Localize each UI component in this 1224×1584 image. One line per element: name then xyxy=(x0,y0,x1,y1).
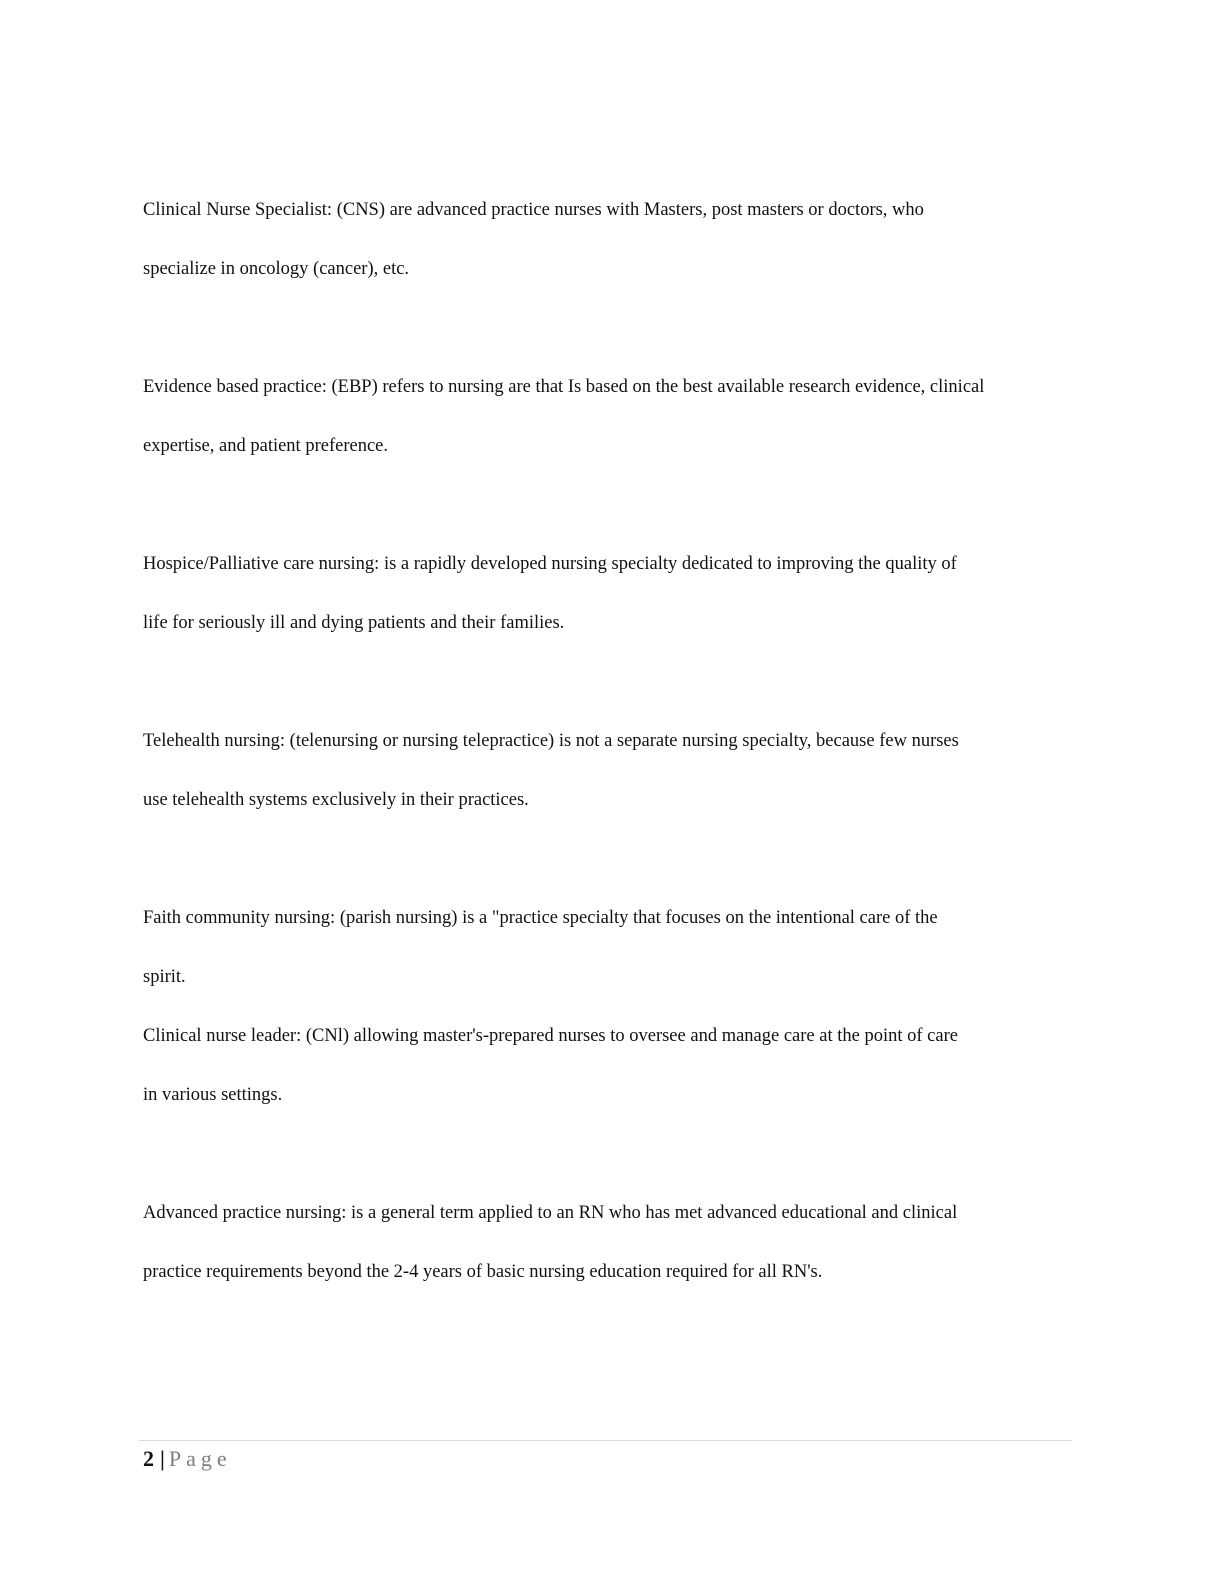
paragraph-line: in various settings. xyxy=(143,1085,283,1105)
paragraph-line: life for seriously ill and dying patients and their families. xyxy=(143,613,565,633)
footer-separator: | xyxy=(160,1446,165,1471)
paragraph-line: Clinical Nurse Specialist: (CNS) are advanced practice nurses with Masters, post masters or doctors, who xyxy=(143,200,924,220)
page-footer xyxy=(143,1446,232,1472)
paragraph-line: Telehealth nursing: (telenursing or nursing telepractice) is not a separate nursing specialty, because few nurses xyxy=(143,731,959,751)
paragraph-line: Clinical nurse leader: (CNl) allowing master's-prepared nurses to oversee and manage care at the point of care xyxy=(143,1026,958,1046)
paragraph-line: Evidence based practice: (EBP) refers to nursing are that Is based on the best available research evidence, clinical xyxy=(143,377,985,397)
paragraph-line: specialize in oncology (cancer), etc. xyxy=(143,259,410,279)
page-label: Page xyxy=(168,1446,232,1471)
paragraph-line: expertise, and patient preference. xyxy=(143,436,388,456)
page-number: 2 xyxy=(143,1446,154,1471)
paragraph-line: Faith community nursing: (parish nursing) is a "practice specialty that focuses on the intentional care of the xyxy=(143,908,938,928)
paragraph-line: Advanced practice nursing: is a general term applied to an RN who has met advanced educational and clinical xyxy=(143,1203,958,1223)
paragraph-line: spirit. xyxy=(143,967,186,987)
paragraph-line: Hospice/Palliative care nursing: is a rapidly developed nursing specialty dedicated to improving the quality of xyxy=(143,554,957,574)
paragraph-line: practice requirements beyond the 2-4 years of basic nursing education required for all RN's. xyxy=(143,1262,823,1282)
paragraph-line: use telehealth systems exclusively in their practices. xyxy=(143,790,529,810)
footer-divider xyxy=(139,1440,1072,1441)
